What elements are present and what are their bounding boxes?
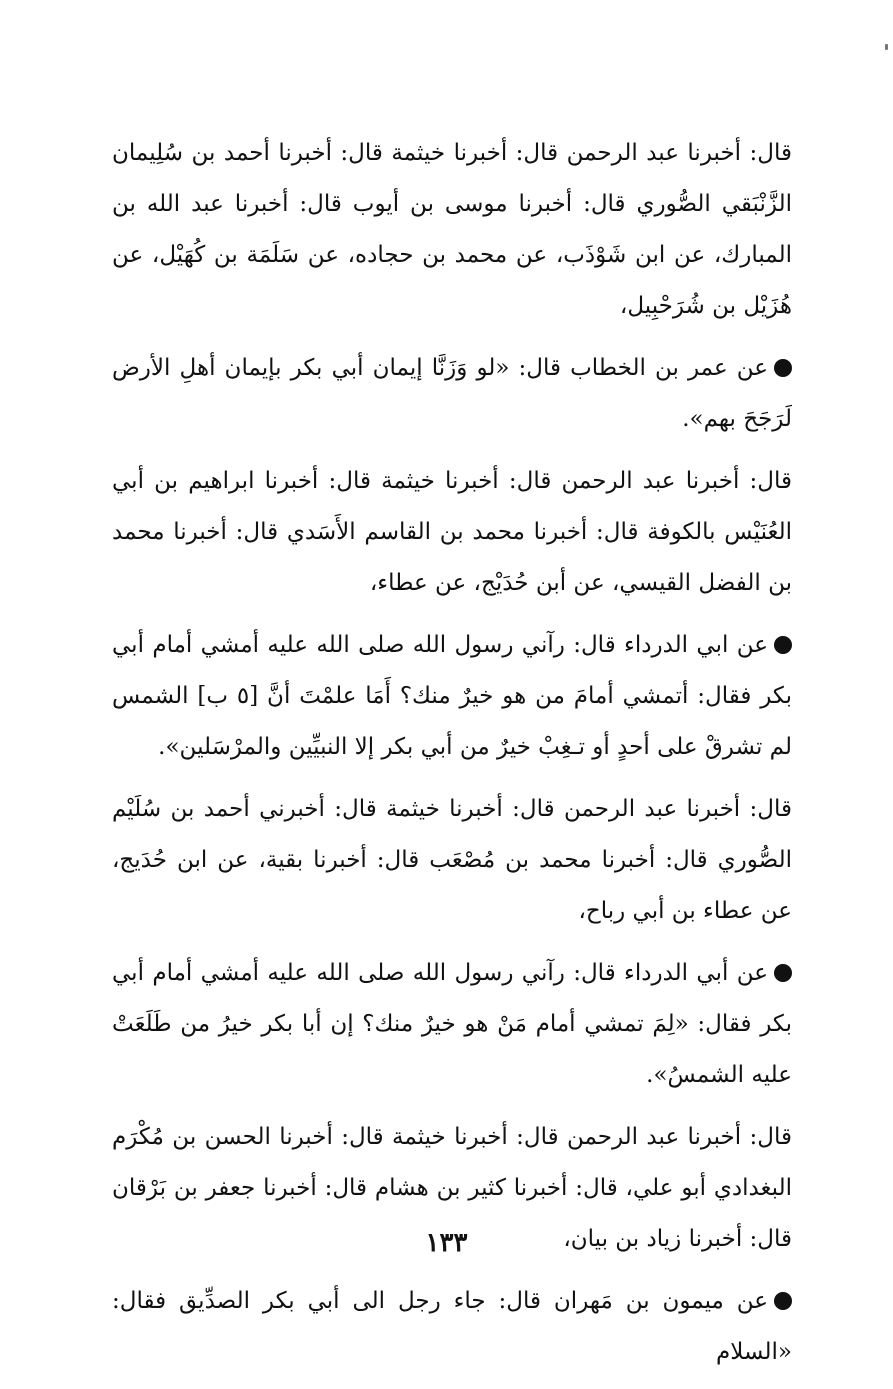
bullet-icon [774, 1292, 792, 1310]
hadith-paragraph [112, 343, 792, 445]
hadith-paragraph [112, 620, 792, 773]
hadith-text: عن ميمون بن مَهران قال: جاء رجل الى أبي بكر الصدِّيق فقال: «السلام [112, 1288, 792, 1365]
page-number: ١٣٣ [425, 1228, 468, 1258]
bullet-icon [774, 636, 792, 654]
hadith-paragraph [112, 1276, 792, 1378]
bullet-icon [774, 359, 792, 377]
hadith-text: عن عمر بن الخطاب قال: «لو وَزَنَّا إيمان أبي بكر بإيمان أهلِ الأرض لَرَجَحَ بهم». [112, 355, 792, 432]
isnad-text: قال: أخبرنا عبد الرحمن قال: أخبرنا خيثمة قال: أخبرنا الحسن بن مُكْرَم البغدادي أبو علي، قال: أخبرنا كثير بن هشام قال: أخبرنا جعفر بن بَرْقان قال: أخبرنا زياد بن بيان، [112, 1124, 792, 1252]
isnad-paragraph [112, 456, 792, 609]
page-body [112, 128, 792, 1389]
isnad-text: قال: أخبرنا عبد الرحمن قال: أخبرنا خيثمة قال: أخبرنا ابراهيم بن أبي العُنَيْس بالكوفة قال: أخبرنا محمد بن القاسم الأَسَدي قال: أخبرنا محمد بن الفضل القيسي، عن أبن حُدَيْج، عن عطاء، [112, 468, 792, 596]
isnad-paragraph [112, 784, 792, 937]
isnad-paragraph [112, 128, 792, 332]
bullet-icon [774, 964, 792, 982]
hadith-text: عن أبي الدرداء قال: رآني رسول الله صلى الله عليه أمشي أمام أبي بكر فقال: «لِمَ تمشي أمام مَنْ هو خيرٌ منك؟ إن أبا بكر خيرُ من طَلَعَتْ عليه الشمسُ». [112, 960, 792, 1088]
isnad-text: قال: أخبرنا عبد الرحمن قال: أخبرنا خيثمة قال: أخبرني أحمد بن سُلَيْم الصُّوري قال: أخبرنا محمد بن مُصْعَب قال: أخبرنا بقية، عن ابن حُدَيج، عن عطاء بن أبي رباح، [112, 796, 792, 924]
hadith-text: عن ابي الدرداء قال: رآني رسول الله صلى الله عليه أمشي أمام أبي بكر فقال: أتمشي أمامَ من هو خيرٌ منك؟ أَمَا علمْتَ أنَّ [٥ ب] الشمس لم تشرقْ على أحدٍ أو تـغِبْ خيرٌ من أبي بكر إلا النبيِّين والمرْسَلين». [112, 632, 792, 760]
hadith-paragraph [112, 948, 792, 1101]
page-edge-mark [885, 44, 888, 50]
isnad-text: قال: أخبرنا عبد الرحمن قال: أخبرنا خيثمة قال: أخبرنا أحمد بن سُلِيمان الزَّنْبَقي الصُّوري قال: أخبرنا موسى بن أيوب قال: أخبرنا عبد الله بن المبارك، عن ابن شَوْذَب، عن محمد بن حجاده، عن سَلَمَة بن كُهَيْل، عن هُزَيْل بن شُرَحْبِيل، [112, 140, 792, 319]
